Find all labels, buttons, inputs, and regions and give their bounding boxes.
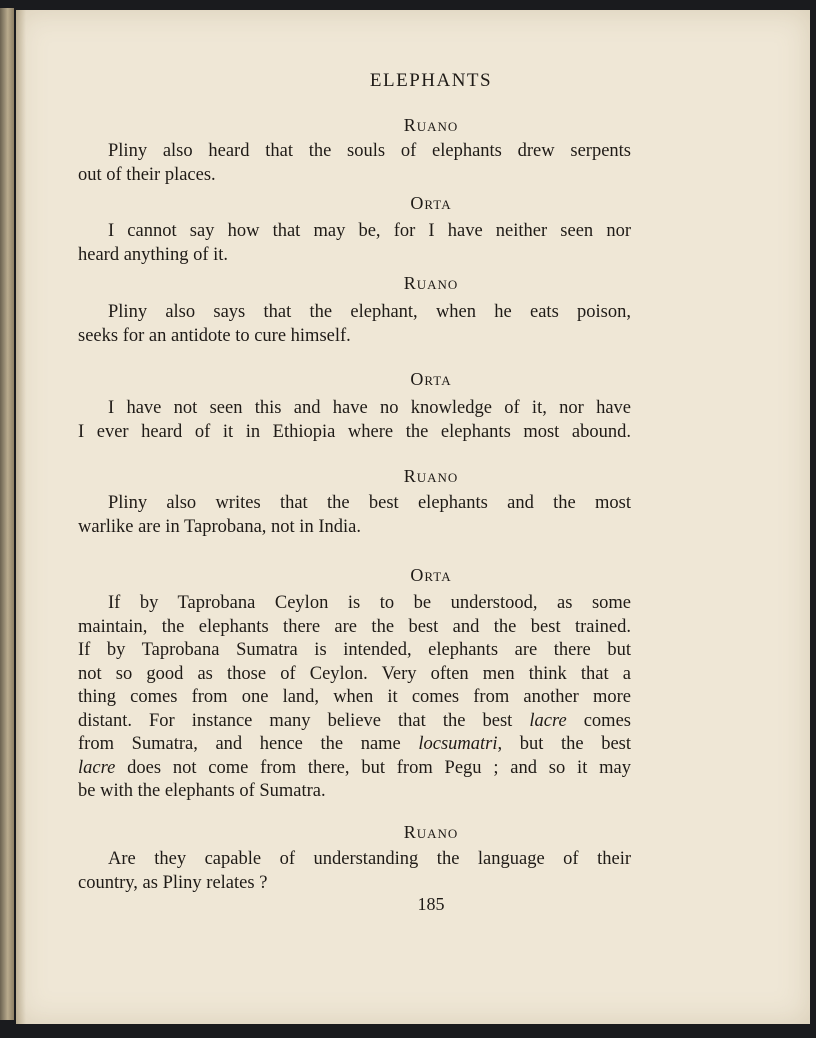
dialogue-paragraph bbox=[78, 397, 631, 444]
line-text: comes bbox=[566, 710, 631, 731]
paragraph-line: seeks for an antidote to cure himself. bbox=[78, 325, 351, 346]
line-text: does not come from there, but from Pegu ; and so it may bbox=[115, 757, 631, 778]
speaker-heading: Ruano bbox=[403, 466, 459, 486]
paragraph-line: Pliny also says that the elephant, when he eats poison, bbox=[108, 302, 631, 322]
dialogue-paragraph bbox=[78, 220, 631, 267]
paragraph-line: thing comes from one land, when it comes from another more bbox=[78, 687, 631, 707]
dialogue-paragraph bbox=[78, 140, 631, 187]
paragraph-line: be with the elephants of Sumatra. bbox=[78, 781, 326, 801]
paragraph-line bbox=[78, 710, 631, 734]
book-spine-edge bbox=[0, 8, 14, 1020]
paragraph-line: I cannot say how that may be, for I have neither seen nor bbox=[108, 221, 631, 241]
speaker-heading: Ruano bbox=[403, 273, 459, 293]
paragraph-line: maintain, the elephants there are the best and the best trained. bbox=[78, 616, 631, 637]
book-page bbox=[16, 10, 810, 1024]
speaker-heading: Orta bbox=[410, 369, 452, 389]
paragraph-line: I ever heard of it in Ethiopia where the elephants most abound. bbox=[78, 421, 631, 442]
italic-term: locsumatri bbox=[418, 734, 498, 754]
italic-term: lacre bbox=[529, 710, 567, 731]
line-text: , but the best bbox=[497, 734, 631, 754]
dialogue-paragraph bbox=[78, 848, 631, 895]
paragraph-line: heard anything of it. bbox=[78, 244, 229, 265]
paragraph-line: If by Taprobana Ceylon is to be understood, as some bbox=[108, 593, 631, 613]
paragraph-line: country, as Pliny relates ? bbox=[78, 872, 268, 893]
dialogue-paragraph bbox=[78, 301, 631, 348]
dialogue-paragraph bbox=[78, 592, 631, 804]
paragraph-line bbox=[78, 757, 631, 781]
paragraph-line: warlike are in Taprobana, not in India. bbox=[78, 516, 361, 537]
line-text: distant. For instance many believe that the best bbox=[78, 710, 530, 731]
paragraph-line: Are they capable of understanding the language of their bbox=[108, 849, 631, 869]
speaker-heading: Ruano bbox=[403, 822, 459, 842]
speaker-heading: Orta bbox=[410, 193, 452, 213]
paragraph-line: not so good as those of Ceylon. Very often men think that a bbox=[78, 663, 631, 684]
paragraph-line: Pliny also writes that the best elephants and the most bbox=[108, 493, 631, 513]
italic-term: lacre bbox=[78, 757, 116, 778]
page-number: 185 bbox=[417, 894, 445, 914]
paragraph-line bbox=[78, 733, 631, 757]
paragraph-line: Pliny also heard that the souls of elephants drew serpents bbox=[108, 141, 631, 161]
line-text: from Sumatra, and hence the name bbox=[78, 734, 419, 754]
paragraph-line: out of their places. bbox=[78, 164, 216, 185]
running-head: ELEPHANTS bbox=[369, 70, 493, 91]
paragraph-line: If by Taprobana Sumatra is intended, elephants are there but bbox=[78, 640, 631, 660]
paragraph-line: I have not seen this and have no knowledge of it, nor have bbox=[108, 398, 631, 418]
speaker-heading: Ruano bbox=[403, 115, 459, 135]
speaker-heading: Orta bbox=[410, 565, 452, 585]
dialogue-paragraph bbox=[78, 492, 631, 539]
